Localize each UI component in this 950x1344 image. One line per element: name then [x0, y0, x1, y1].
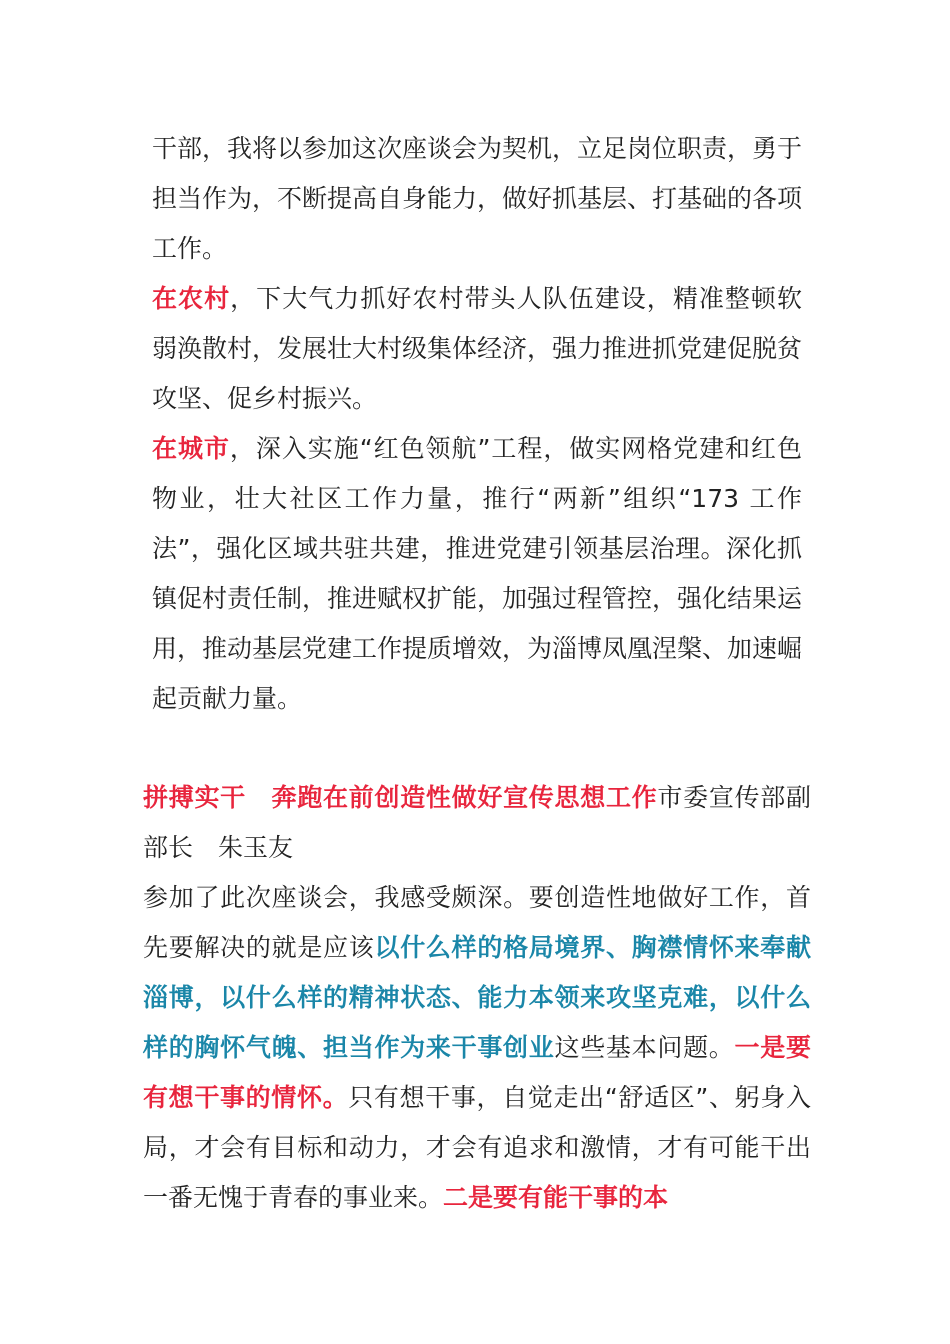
section-lead-urban: 在城市 [152, 434, 230, 463]
paragraph-urban [152, 424, 802, 724]
article-byline: 市委宣传部副部长 朱玉友 [143, 783, 811, 862]
emphasis-text: 以什么样的格局境界、胸襟情怀来奉献淄博，以什么样的精神状态、能力本领来攻坚克难，以什么样的胸怀气魄、担当作为来干事创业 [143, 933, 811, 1062]
article-heading [143, 773, 811, 873]
paragraph-speech [143, 873, 811, 1223]
point-one-heading: 一是要有想干事的情怀。 [143, 1033, 811, 1112]
paragraph-text: 干部，我将以参加这次座谈会为契机，立足岗位职责，勇于担当作为，不断提高自身能力，做好抓基层、打基础的各项工作。 [152, 134, 803, 263]
paragraph-text: ，深入实施“红色领航”工程，做实网格党建和红色物业，壮大社区工作力量，推行“两新”组织“173 工作法”，强化区域共驻共建，推进党建引领基层治理。深化抓镇促村责任制，推进赋权扩能，加强过程管控，强化结果运用，推动基层党建工作提质增效，为淄博凤凰涅槃、加速崛起贡献力量。 [152, 434, 803, 713]
section-lead-rural: 在农村 [152, 284, 231, 313]
point-one-text: 只有想干事，自觉走出“舒适区”、躬身入局，才会有目标和动力，才会有追求和激情，才有可能干出一番无愧于青春的事业来。 [143, 1083, 811, 1212]
paragraph-intro: 参加了此次座谈会，我感受颇深。要创造性地做好工作，首先要解决的就是应该 [143, 883, 811, 962]
paragraph-text: ，下大气力抓好农村带头人队伍建设，精准整顿软弱涣散村，发展壮大村级集体经济，强力推进抓党建促脱贫攻坚、促乡村振兴。 [152, 284, 803, 413]
paragraph-text: 这些基本问题。 [554, 1033, 735, 1062]
point-two-heading: 二是要有能干事的本 [443, 1183, 669, 1212]
paragraph-rural [152, 274, 802, 424]
paragraph-closing-remarks [152, 124, 802, 274]
article-title: 拼搏实干 奔跑在前创造性做好宣传思想工作 [143, 783, 658, 812]
